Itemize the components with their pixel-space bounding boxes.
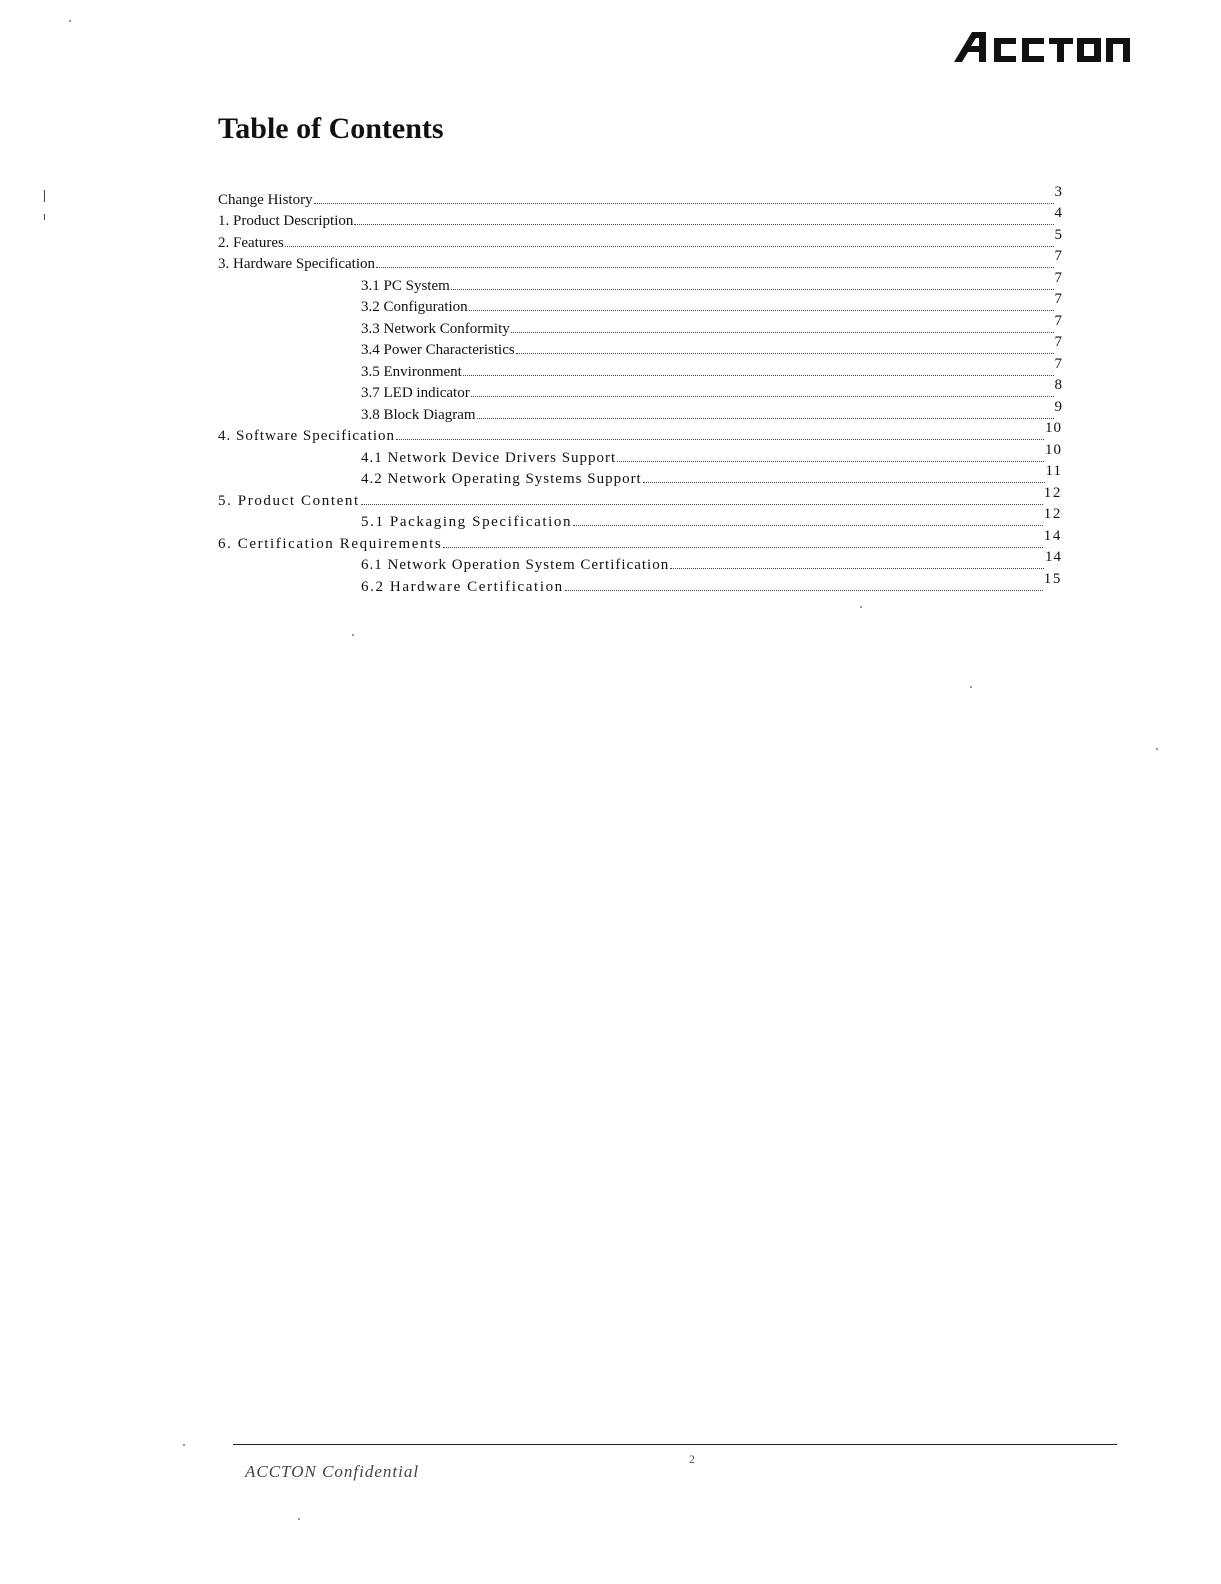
toc-entry-hardware-certification[interactable]: [218, 570, 1062, 595]
toc-entry-page: 11: [1045, 463, 1062, 479]
table-of-contents: [218, 183, 1062, 595]
toc-entry-label: 1. Product Description: [218, 213, 354, 229]
footer-confidential: ACCTON Confidential: [245, 1462, 420, 1481]
toc-entry-label: 2. Features: [218, 234, 284, 251]
toc-entry-label: 4. Software Specification: [218, 428, 396, 444]
toc-entry-configuration[interactable]: [218, 291, 1062, 316]
toc-entry-certification-requirements[interactable]: [218, 527, 1062, 552]
toc-entry-page: 7: [1054, 334, 1062, 350]
toc-entry-page: 7: [1054, 291, 1062, 307]
dot-leader: [469, 307, 1054, 311]
dot-leader: [471, 393, 1054, 397]
toc-entry-page: 9: [1054, 398, 1062, 415]
toc-entry-environment[interactable]: [218, 355, 1062, 380]
toc-entry-product-content[interactable]: [218, 484, 1062, 509]
toc-entry-page: 3: [1054, 183, 1062, 200]
dot-leader: [354, 221, 1053, 225]
toc-entry-page: 8: [1054, 377, 1062, 393]
dot-leader: [477, 415, 1054, 419]
footer-page-number: 2: [689, 1452, 695, 1466]
toc-entry-page: 14: [1045, 549, 1062, 565]
accton-logo: [952, 30, 1132, 69]
toc-entry-features[interactable]: [218, 226, 1062, 251]
toc-entry-block-diagram[interactable]: [218, 398, 1062, 423]
toc-entry-page: 15: [1043, 570, 1062, 587]
dot-leader: [443, 544, 1043, 548]
dot-leader: [617, 458, 1044, 462]
dot-leader: [643, 479, 1045, 483]
dot-leader: [451, 286, 1054, 290]
dot-leader: [463, 372, 1054, 376]
dot-leader: [516, 350, 1054, 354]
dot-leader: [565, 587, 1043, 591]
margin-mark: [44, 214, 45, 220]
toc-entry-software-specification[interactable]: [218, 420, 1062, 445]
toc-entry-label: 3.1 PC System: [361, 277, 450, 294]
toc-entry-label: 3.5 Environment: [361, 363, 462, 380]
toc-entry-label: 3.2 Configuration: [361, 299, 468, 315]
dot-leader: [314, 200, 1054, 204]
toc-entry-led-indicator[interactable]: [218, 377, 1062, 402]
toc-entry-label: 4.2 Network Operating Systems Support: [361, 471, 642, 487]
dot-leader: [376, 264, 1053, 268]
toc-entry-network-conformity[interactable]: [218, 312, 1062, 337]
toc-entry-label: 3.3 Network Conformity: [361, 320, 510, 337]
toc-entry-label: 3. Hardware Specification: [218, 256, 376, 272]
dot-leader: [285, 243, 1054, 247]
toc-entry-page: 10: [1045, 441, 1062, 458]
toc-entry-label: 3.7 LED indicator: [361, 385, 470, 401]
footer-rule: [233, 1444, 1117, 1445]
toc-entry-page: 12: [1043, 506, 1062, 522]
dot-leader: [396, 436, 1044, 440]
toc-entry-label: 5. Product Content: [218, 492, 360, 509]
toc-entry-page: 14: [1043, 527, 1062, 544]
dot-leader: [670, 565, 1044, 569]
toc-entry-packaging-specification[interactable]: [218, 506, 1062, 531]
toc-entry-product-description[interactable]: [218, 205, 1062, 230]
toc-entry-page: 12: [1043, 484, 1062, 501]
toc-entry-hardware-specification[interactable]: [218, 248, 1062, 273]
margin-mark: [44, 190, 45, 202]
toc-entry-label: 6.2 Hardware Certification: [361, 578, 564, 595]
dot-leader: [573, 522, 1043, 526]
toc-entry-power-characteristics[interactable]: [218, 334, 1062, 359]
toc-entry-label: 4.1 Network Device Drivers Support: [361, 449, 617, 466]
dot-leader: [511, 329, 1054, 333]
toc-entry-change-history[interactable]: [218, 183, 1062, 208]
toc-entry-network-operating-systems[interactable]: [218, 463, 1062, 488]
toc-entry-label: 3.8 Block Diagram: [361, 406, 476, 423]
toc-entry-label: 6.1 Network Operation System Certification: [361, 557, 670, 573]
toc-entry-page: 5: [1054, 226, 1062, 243]
toc-entry-page: 4: [1054, 205, 1062, 221]
toc-entry-page: 7: [1054, 269, 1062, 286]
toc-entry-page: 10: [1045, 420, 1062, 436]
toc-entry-page: 7: [1054, 312, 1062, 329]
toc-entry-label: 6. Certification Requirements: [218, 535, 443, 552]
toc-entry-page: 7: [1054, 355, 1062, 372]
dot-leader: [361, 501, 1043, 505]
toc-entry-label: 3.4 Power Characteristics: [361, 342, 515, 358]
page-title: Table of Contents: [218, 112, 444, 145]
toc-entry-network-os-certification[interactable]: [218, 549, 1062, 574]
toc-entry-network-device-drivers[interactable]: [218, 441, 1062, 466]
toc-entry-label: Change History: [218, 191, 313, 208]
toc-entry-pc-system[interactable]: [218, 269, 1062, 294]
toc-entry-label: 5.1 Packaging Specification: [361, 514, 573, 530]
toc-entry-page: 7: [1054, 248, 1062, 264]
